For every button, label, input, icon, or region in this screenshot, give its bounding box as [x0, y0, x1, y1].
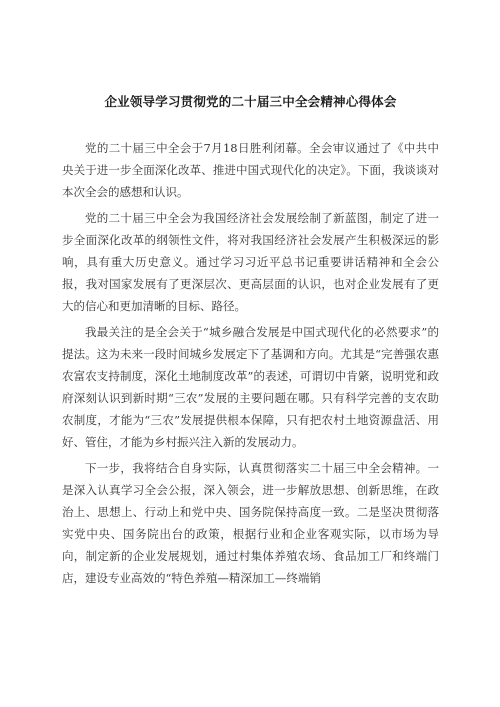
document-body	[62, 137, 439, 589]
paragraph-1: 党的二十届三中全会于7月18日胜利闭幕。全会审议通过了《中共中央关于进一步全面深化改革、推进中国式现代化的决定》。下面，我谈谈对本次全会的感想和认识。	[62, 141, 439, 199]
paragraph-4: 下一步，我将结合自身实际，认真贯彻落实二十届三中全会精神。一是深入认真学习全会公报，深入领会，进一步解放思想、创新思维，在政治上、思想上、行动上和党中央、国务院保持高度一致。二是坚决贯彻落实党中央、国务院出台的政策，根据行业和企业客观实际，以市场为导向，制定新的企业发展规划，通过村集体养殖农场、食品加工厂和终端门店，建设专业高效的“特色养殖—精深加工—终端销	[62, 461, 439, 585]
paragraph-3: 我最关注的是全会关于“城乡融合发展是中国式现代化的必然要求”的提法。这为未来一段时间城乡发展定下了基调和方向。尤其是“完善强农惠农富农支持制度，深化土地制度改革”的表述，可谓切中肯綮，说明党和政府深刻认识到新时期“三农”发展的主要问题在哪。只有科学完善的支农助农制度，才能为“三农”发展提供根本保障，只有把农村土地资源盘活、用好、管住，才能为乡村振兴注入新的发展动力。	[62, 325, 439, 449]
document-title: 企业领导学习贯彻党的二十届三中全会精神心得体会	[104, 94, 397, 109]
paragraph-2: 党的二十届三中全会为我国经济社会发展绘制了新蓝图，制定了进一步全面深化改革的纲领性文件，将对我国经济社会发展产生积极深远的影响，具有重大历史意义。通过学习习近平总书记重要讲话精神和全会公报，我对国家发展有了更深层次、更高层面的认识，也对企业发展有了更大的信心和更加清晰的目标、路径。	[62, 211, 439, 313]
